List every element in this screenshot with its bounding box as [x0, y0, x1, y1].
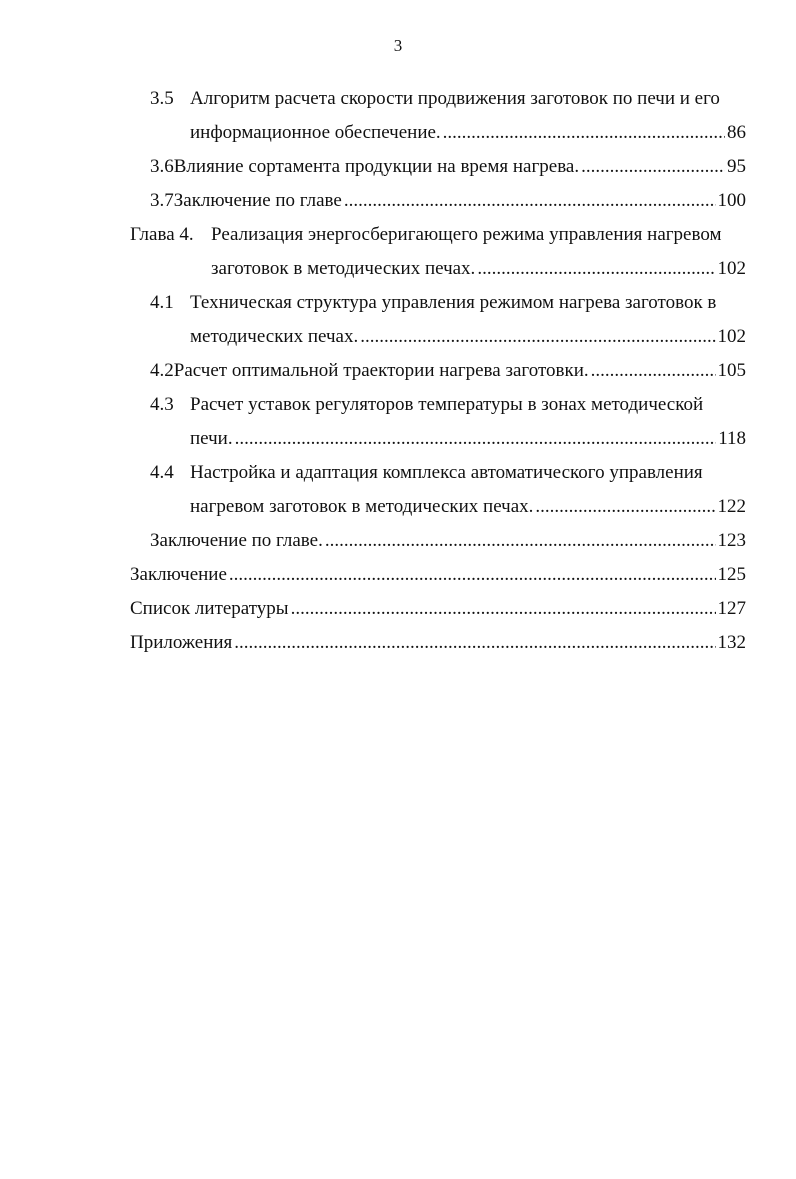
- toc-entry-chapter-4-conclusion[interactable]: [150, 526, 746, 556]
- toc-entry-page: 123: [717, 530, 746, 551]
- toc-entry-page: 102: [717, 258, 746, 279]
- toc-entry-page: 125: [717, 564, 746, 585]
- toc-entry-number: 3.6: [150, 156, 174, 177]
- toc-entry-title: Приложения: [130, 632, 233, 653]
- toc-entry-4-3[interactable]: [190, 424, 746, 454]
- toc-entry-3-6[interactable]: [150, 152, 746, 182]
- toc-entry-title: печи.: [190, 428, 233, 449]
- toc-entry-number: 4.1: [150, 292, 174, 313]
- toc-entry-number: 4.2: [150, 360, 174, 381]
- toc-entry-page: 100: [717, 190, 746, 211]
- leader-dots: [234, 628, 715, 658]
- toc-entry-4-4[interactable]: [190, 492, 746, 522]
- toc-entry-title: Заключение по главе.: [150, 530, 323, 551]
- toc-entry-title: Настройка и адаптация комплекса автоматического управления: [190, 462, 703, 483]
- toc-chapter-4-first-line: [130, 220, 721, 250]
- leader-dots: [325, 526, 716, 556]
- toc-entry-number: 4.4: [150, 462, 174, 483]
- leader-dots: [535, 492, 715, 522]
- toc-entry-number: 4.3: [150, 394, 174, 415]
- toc-entry-title: Расчет уставок регуляторов температуры в зонах методической: [190, 394, 704, 415]
- toc-entry-page: 118: [718, 428, 746, 449]
- leader-dots: [344, 186, 716, 216]
- toc-entry-4-1-first-line: [150, 288, 716, 318]
- toc-entry-title: информационное обеспечение.: [190, 122, 441, 143]
- toc-entry-title: Расчет оптимальной траектории нагрева заготовки.: [173, 360, 589, 381]
- page-number: 3: [393, 36, 403, 55]
- leader-dots: [235, 424, 717, 454]
- leader-dots: [360, 322, 715, 352]
- toc-entry-title: нагревом заготовок в методических печах.: [190, 496, 534, 517]
- leader-dots: [291, 594, 716, 624]
- toc-entry-page: 86: [727, 122, 746, 143]
- toc-entry-title: Список литературы: [130, 598, 289, 619]
- toc-entry-title: Техническая структура управления режимом нагрева заготовок в: [190, 292, 717, 313]
- toc-chapter-4[interactable]: [211, 254, 746, 284]
- toc-entry-title: методических печах.: [190, 326, 359, 347]
- toc-entry-4-1[interactable]: [190, 322, 746, 352]
- leader-dots: [581, 152, 725, 182]
- toc-entry-number: 3.5: [150, 88, 174, 109]
- toc-entry-page: 105: [717, 360, 746, 381]
- toc-entry-appendices[interactable]: [130, 628, 746, 658]
- toc-entry-page: 95: [727, 156, 746, 177]
- toc-entry-3-5-first-line: [150, 84, 720, 114]
- toc-entry-3-7[interactable]: [150, 186, 746, 216]
- toc-chapter-number: Глава 4.: [130, 224, 194, 245]
- toc-entry-title: Заключение: [130, 564, 227, 585]
- leader-dots: [229, 560, 716, 590]
- toc-chapter-title: Реализация энергосберигающего режима управления нагревом: [211, 224, 722, 245]
- toc-entry-references[interactable]: [130, 594, 746, 624]
- toc-entry-4-2[interactable]: [150, 356, 746, 386]
- leader-dots: [591, 356, 716, 386]
- toc-entry-title: Заключение по главе: [173, 190, 342, 211]
- toc-entry-page: 127: [717, 598, 746, 619]
- toc-chapter-title: заготовок в методических печах.: [211, 258, 476, 279]
- toc-entry-4-4-first-line: [150, 458, 703, 488]
- toc-entry-4-3-first-line: [150, 390, 703, 420]
- toc-entry-page: 122: [717, 496, 746, 517]
- toc-entry-conclusion[interactable]: [130, 560, 746, 590]
- leader-dots: [443, 118, 725, 148]
- toc-entry-number: 3.7: [150, 190, 174, 211]
- toc-entry-page: 102: [717, 326, 746, 347]
- toc-entry-page: 132: [717, 632, 746, 653]
- toc-entry-3-5[interactable]: [190, 118, 746, 148]
- toc-entry-title: Влияние сортамента продукции на время нагрева.: [173, 156, 580, 177]
- toc-entry-title: Алгоритм расчета скорости продвижения заготовок по печи и его: [190, 88, 720, 109]
- leader-dots: [477, 254, 715, 284]
